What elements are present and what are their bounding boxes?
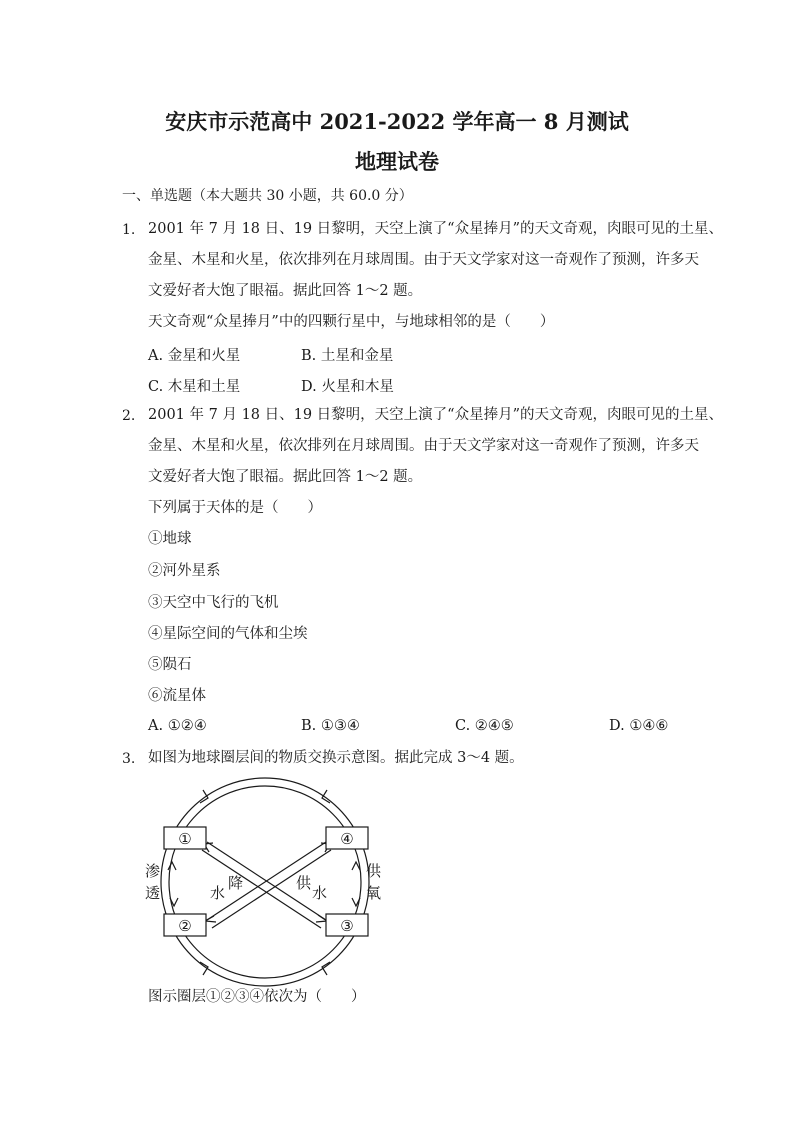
label-supply-water: 水 <box>312 884 328 902</box>
q1-option-c[interactable]: C. 木星和土星 <box>148 379 241 395</box>
label-precip-water: 水 <box>210 884 226 902</box>
arrow-top-left <box>200 790 208 803</box>
q1-stem-line-2: 金星、木星和火星，依次排列在月球周围。由于天文学家对这一奇观作了预测，许多天 <box>148 252 699 268</box>
label-oxygen-1: 供 <box>366 862 382 880</box>
q2-stem-line-2: 金星、木星和火星，依次排列在月球周围。由于天文学家对这一奇观作了预测，许多天 <box>148 438 699 454</box>
q1-stem-line-3: 文爱好者大饱了眼福。据此回答 1～2 题。 <box>148 283 423 299</box>
q2-option-d[interactable]: D. ①④⑥ <box>609 718 669 734</box>
box-2-label: ② <box>178 917 192 935</box>
exam-subject-title: 地理试卷 <box>355 149 439 174</box>
q1-stem-line-1: 2001 年 7 月 18 日、19 日黎明，天空上演了“众星捧月”的天文奇观，肉眼可见的土星、 <box>148 221 724 237</box>
q3-stem: 如图为地球圈层间的物质交换示意图。据此完成 3～4 题。 <box>148 750 524 766</box>
q2-item-3: ③天空中飞行的飞机 <box>148 595 279 611</box>
section-heading: 一、单选题（本大题共 30 小题，共 60.0 分） <box>122 188 413 204</box>
q1-option-b[interactable]: B. 土星和金星 <box>301 348 394 364</box>
exam-title: 安庆市示范高中 2021-2022 学年高一 8 月测试 <box>165 109 629 134</box>
q3-number: 3. <box>122 751 136 767</box>
arrow-to-box-2 <box>205 916 216 922</box>
q2-item-5: ⑤陨石 <box>148 657 192 673</box>
box-4-label: ④ <box>340 830 354 848</box>
q2-item-2: ②河外星系 <box>148 563 221 579</box>
q2-option-c[interactable]: C. ②④⑤ <box>455 718 514 734</box>
label-precip: 降 <box>228 874 244 892</box>
q2-stem-line-1: 2001 年 7 月 18 日、19 日黎明，天空上演了“众星捧月”的天文奇观，肉眼可见的土星、 <box>148 407 724 423</box>
q2-question: 下列属于天体的是（ ） <box>148 500 322 516</box>
label-seepage-2: 透 <box>145 884 161 902</box>
q1-option-a[interactable]: A. 金星和火星 <box>148 348 241 364</box>
q2-number: 2. <box>122 408 136 424</box>
q2-item-4: ④星际空间的气体和尘埃 <box>148 626 308 642</box>
q2-option-a[interactable]: A. ①②④ <box>148 718 207 734</box>
box-1-label: ① <box>178 830 192 848</box>
arrow-top-right <box>322 790 330 803</box>
q1-option-d[interactable]: D. 火星和木星 <box>301 379 394 395</box>
label-oxygen-2: 氧 <box>366 884 382 902</box>
q1-question: 天文奇观“众星捧月”中的四颗行星中，与地球相邻的是（ ） <box>148 314 555 330</box>
label-supply: 供 <box>296 874 312 892</box>
box-3-label: ③ <box>340 917 354 935</box>
q2-item-1: ①地球 <box>148 531 192 547</box>
q3-question: 图示圈层①②③④依次为（ ） <box>148 989 366 1005</box>
q2-item-6: ⑥流星体 <box>148 688 206 704</box>
q2-stem-line-3: 文爱好者大饱了眼福。据此回答 1～2 题。 <box>148 469 423 485</box>
q1-number: 1. <box>122 222 136 238</box>
arrow-left-up <box>168 862 176 870</box>
label-seepage-1: 渗 <box>145 862 161 880</box>
q2-option-b[interactable]: B. ①③④ <box>301 718 360 734</box>
arrow-to-box-3 <box>316 915 327 922</box>
